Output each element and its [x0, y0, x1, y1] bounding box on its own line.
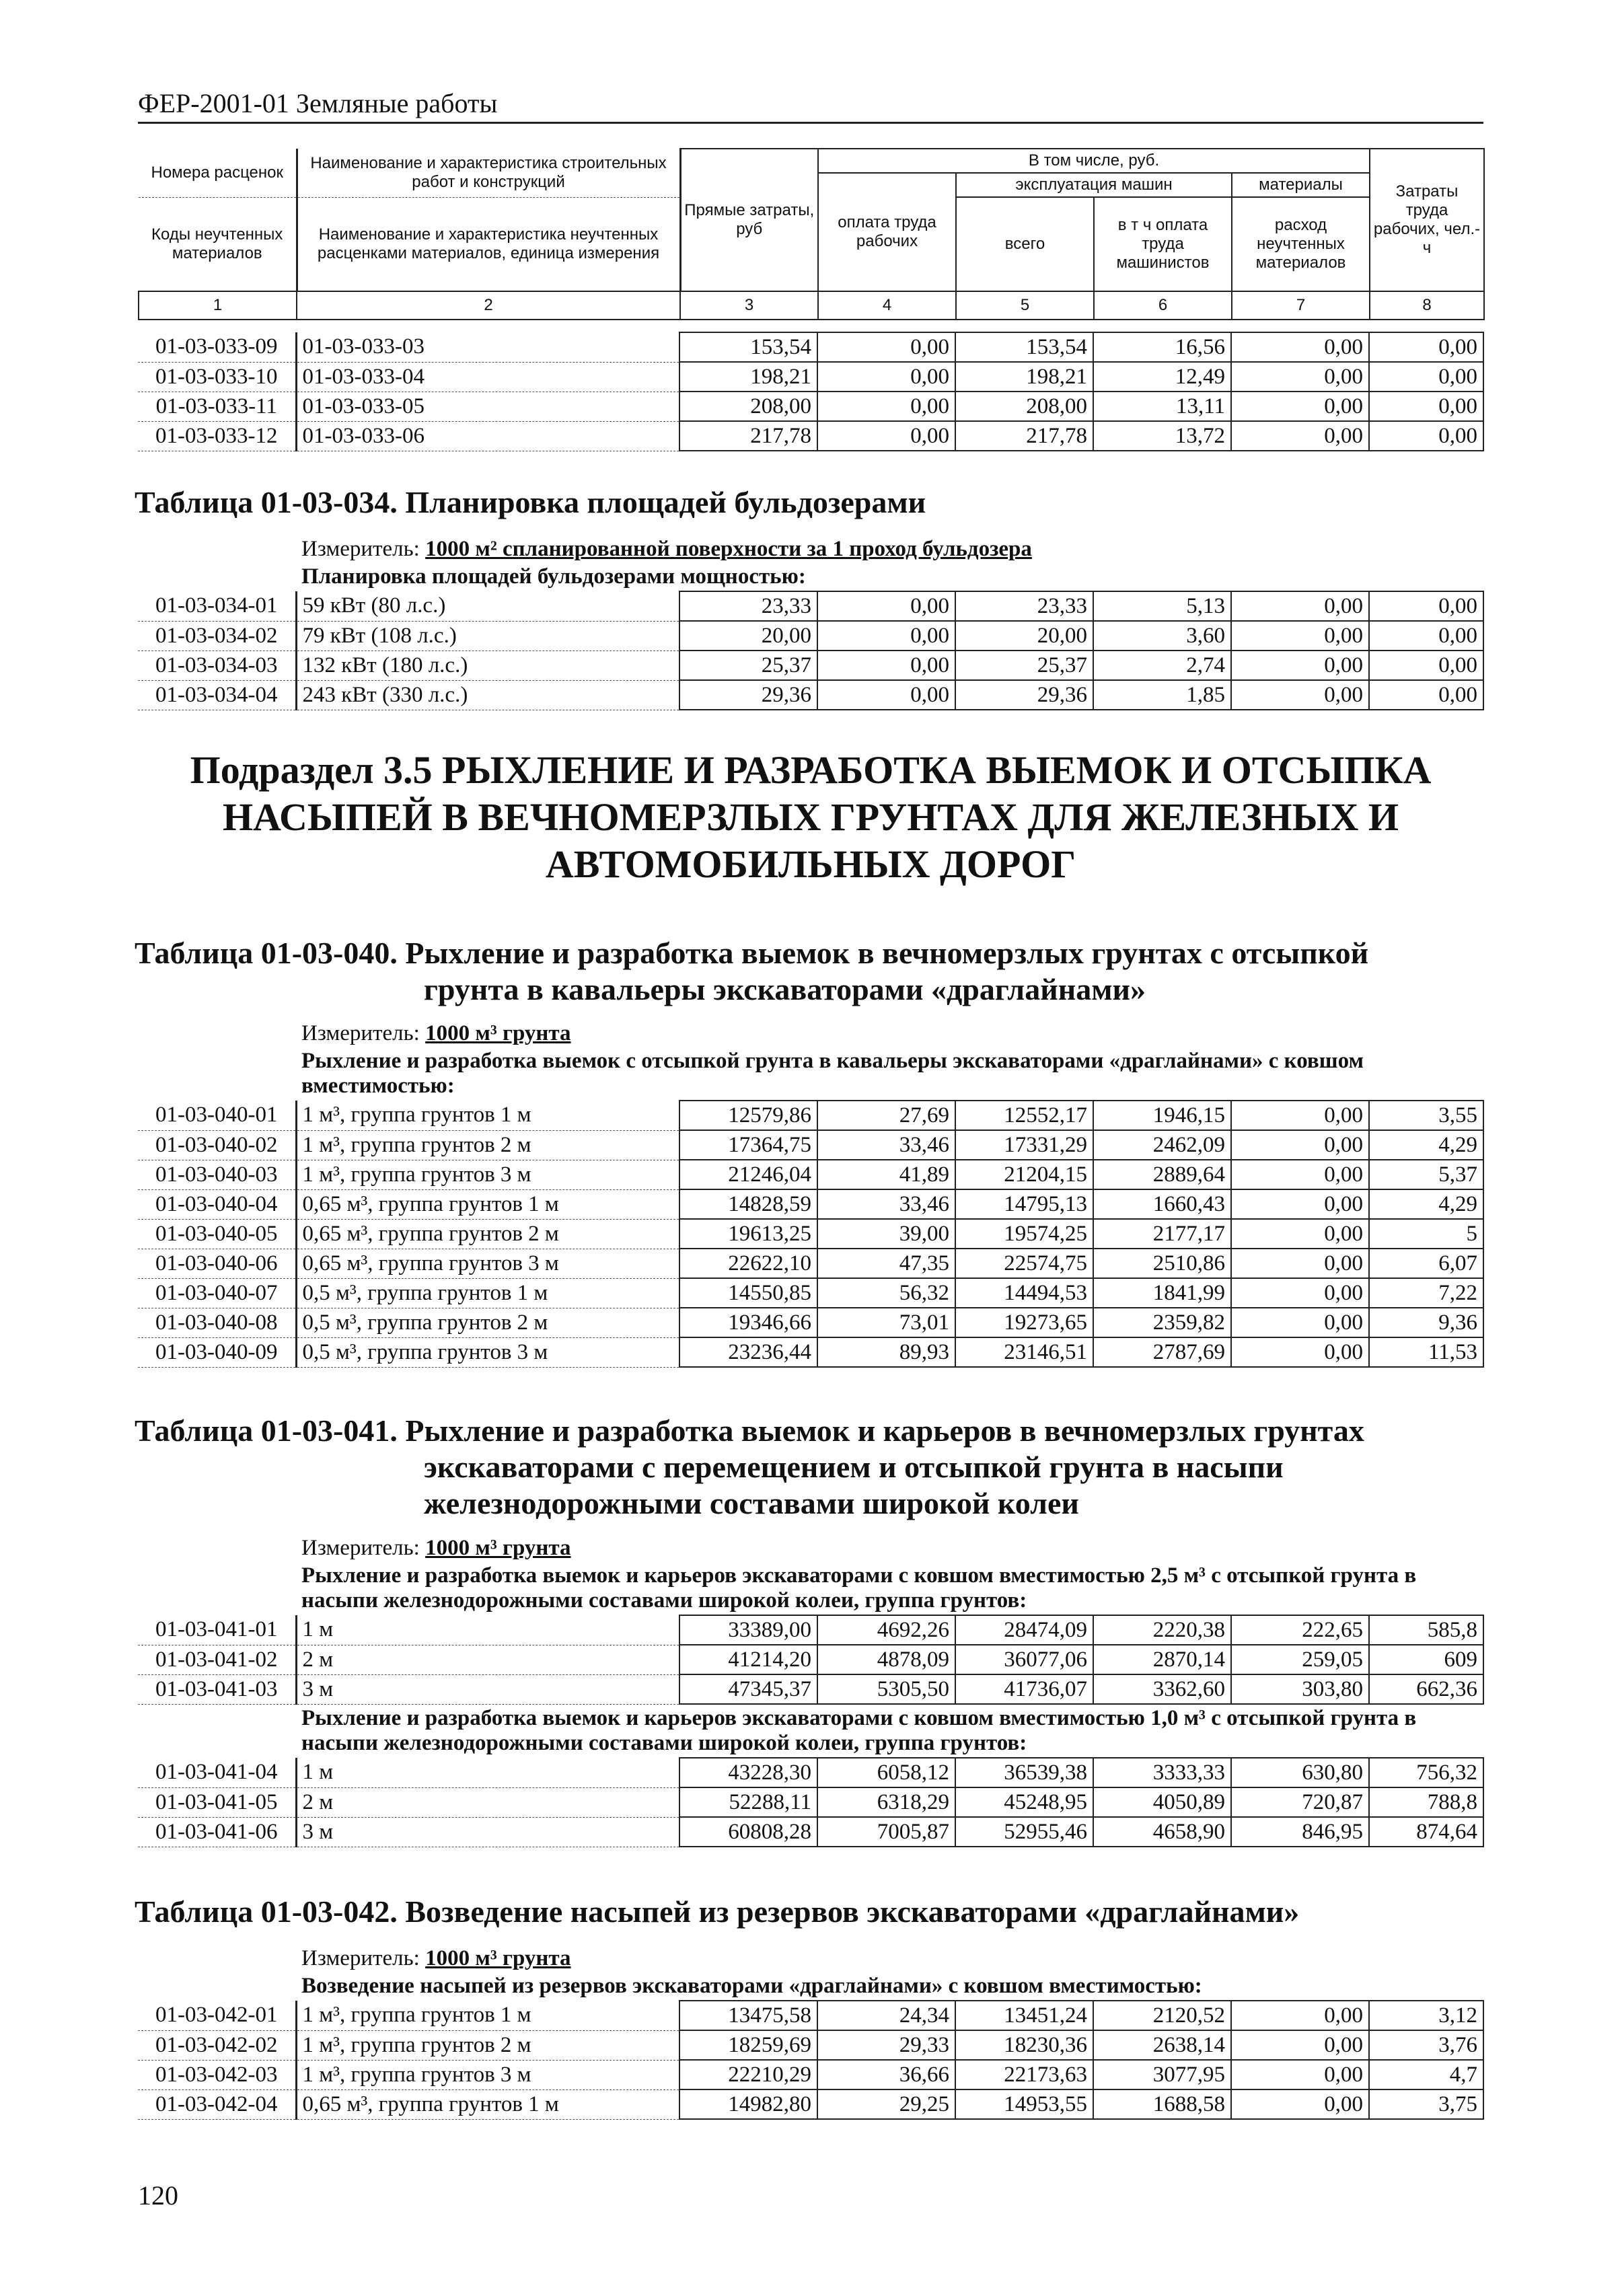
- cost-value: 198,21: [955, 362, 1093, 392]
- rate-code: 01-03-042-04: [138, 2089, 296, 2119]
- header-machine-operation: эксплуатация машин: [956, 173, 1232, 197]
- cost-value: 0,00: [1369, 392, 1483, 421]
- cost-value: 36,66: [817, 2060, 955, 2089]
- cost-value: 20,00: [679, 621, 817, 651]
- header-operators-pay: в т ч оплата труда машинистов: [1094, 197, 1232, 291]
- table-row: [138, 332, 1483, 362]
- header-col1-bottom: Коды неучтенных материалов: [139, 197, 297, 291]
- cost-value: 756,32: [1369, 1758, 1483, 1787]
- cost-value: 0,00: [1369, 332, 1483, 362]
- cost-value: 19574,25: [955, 1219, 1093, 1249]
- cost-value: 303,80: [1231, 1674, 1369, 1704]
- cost-value: 1660,43: [1093, 1189, 1231, 1219]
- cost-value: 25,37: [955, 651, 1093, 680]
- cost-value: 585,8: [1369, 1615, 1483, 1645]
- meter-value: 1000 м³ грунта: [425, 1535, 571, 1560]
- work-description: 01-03-033-03: [296, 332, 679, 362]
- cost-value: 14828,59: [679, 1189, 817, 1219]
- table-row: [138, 591, 1483, 621]
- meter-value: 1000 м³ грунта: [425, 1946, 571, 1970]
- rate-code: 01-03-033-12: [138, 421, 296, 451]
- cost-value: 13,11: [1093, 392, 1231, 421]
- header-number: 7: [1232, 291, 1370, 320]
- table-row: [138, 1645, 1483, 1674]
- table-041-title-line2: экскаваторами с перемещением и отсыпкой грунта в насыпи: [424, 1450, 1284, 1484]
- cost-value: 0,00: [817, 621, 955, 651]
- table-row: [138, 2001, 1483, 2030]
- work-description: 243 кВт (330 л.с.): [296, 680, 679, 710]
- work-description: 1 м³, группа грунтов 2 м: [296, 2030, 679, 2060]
- section-label: Подраздел 3.5: [190, 748, 433, 792]
- rate-code: 01-03-041-05: [138, 1787, 296, 1817]
- cost-value: 3,55: [1369, 1101, 1483, 1130]
- column-header: [138, 148, 1485, 320]
- table-row: [138, 1160, 1483, 1189]
- table-row: [138, 1130, 1483, 1160]
- cost-value: 14550,85: [679, 1278, 817, 1308]
- cost-value: 14494,53: [955, 1278, 1093, 1308]
- rate-code: 01-03-033-09: [138, 332, 296, 362]
- header-total: всего: [956, 197, 1094, 291]
- meter-value: 1000 м³ грунта: [425, 1021, 571, 1045]
- rate-code: 01-03-040-06: [138, 1249, 296, 1278]
- cost-value: 0,00: [1231, 1101, 1369, 1130]
- cost-value: 11,53: [1369, 1337, 1483, 1367]
- work-description: 0,5 м³, группа грунтов 1 м: [296, 1278, 679, 1308]
- cost-value: 0,00: [1231, 1337, 1369, 1367]
- cost-value: 22574,75: [955, 1249, 1093, 1278]
- cost-value: 208,00: [679, 392, 817, 421]
- work-description: 01-03-033-04: [296, 362, 679, 392]
- cost-value: 20,00: [955, 621, 1093, 651]
- work-description: 2 м: [296, 1645, 679, 1674]
- cost-value: 3,12: [1369, 2001, 1483, 2030]
- cost-value: 17331,29: [955, 1130, 1093, 1160]
- cost-value: 846,95: [1231, 1817, 1369, 1847]
- cost-value: 52955,46: [955, 1817, 1093, 1847]
- rate-code: 01-03-042-02: [138, 2030, 296, 2060]
- cost-value: 14982,80: [679, 2089, 817, 2119]
- rate-code: 01-03-041-04: [138, 1758, 296, 1787]
- cost-value: 29,33: [817, 2030, 955, 2060]
- cost-value: 2,74: [1093, 651, 1231, 680]
- rate-code: 01-03-040-04: [138, 1189, 296, 1219]
- cost-value: 0,00: [1231, 680, 1369, 710]
- work-description: 01-03-033-06: [296, 421, 679, 451]
- table-041-title-line3: железнодорожными составами широкой колеи: [424, 1486, 1079, 1520]
- header-number: 1: [139, 291, 297, 320]
- rate-code: 01-03-040-08: [138, 1308, 296, 1337]
- work-description: 3 м: [296, 1674, 679, 1704]
- cost-value: 720,87: [1231, 1787, 1369, 1817]
- table-041: [138, 1534, 1484, 1847]
- work-description: 79 кВт (108 л.с.): [296, 621, 679, 651]
- rate-code: 01-03-034-04: [138, 680, 296, 710]
- cost-value: 24,34: [817, 2001, 955, 2030]
- section-title-line3: АВТОМОБИЛЬНЫХ ДОРОГ: [545, 842, 1076, 886]
- cost-value: 89,93: [817, 1337, 955, 1367]
- work-description: 1 м: [296, 1615, 679, 1645]
- table-040-title-line1: Таблица 01-03-040. Рыхление и разработка выемок в вечномерзлых грунтах с отсыпкой: [135, 936, 1369, 970]
- rate-code: 01-03-033-10: [138, 362, 296, 392]
- header-labor-pay: оплата труда рабочих: [818, 173, 956, 291]
- table-042-title: Таблица 01-03-042. Возведение насыпей из резервов экскаваторами «драглайнами»: [135, 1894, 1300, 1929]
- rate-code: 01-03-034-03: [138, 651, 296, 680]
- cost-value: 19613,25: [679, 1219, 817, 1249]
- table-row: [138, 2030, 1483, 2060]
- meter-label: Измеритель:: [301, 1021, 420, 1045]
- table-row: [138, 1787, 1483, 1817]
- work-description: 3 м: [296, 1817, 679, 1847]
- cost-value: 73,01: [817, 1308, 955, 1337]
- cost-value: 12552,17: [955, 1101, 1093, 1130]
- cost-value: 4050,89: [1093, 1787, 1231, 1817]
- meter-label: Измеритель:: [301, 1535, 420, 1560]
- cost-value: 13475,58: [679, 2001, 817, 2030]
- work-description: 2 м: [296, 1787, 679, 1817]
- table-040-title: [135, 935, 1368, 1008]
- cost-value: 56,32: [817, 1278, 955, 1308]
- cost-value: 13451,24: [955, 2001, 1093, 2030]
- work-description: 1 м: [296, 1758, 679, 1787]
- table-040-title-line2: грунта в кавальеры экскаваторами «драглайнами»: [424, 972, 1146, 1006]
- table-row: [138, 1249, 1483, 1278]
- section-title-line2: НАСЫПЕЙ В ВЕЧНОМЕРЗЛЫХ ГРУНТАХ ДЛЯ ЖЕЛЕЗНЫХ И: [222, 795, 1399, 839]
- cost-value: 1,85: [1093, 680, 1231, 710]
- cost-value: 2638,14: [1093, 2030, 1231, 2060]
- table-041-subheading-b: Рыхление и разработка выемок и карьеров экскаваторами с ковшом вместимостью 1,0 м³ с отсыпкой грунта в насыпи железнодорожными составами широкой колеи, группа грунтов:: [301, 1706, 1417, 1755]
- cost-value: 217,78: [679, 421, 817, 451]
- cost-value: 22210,29: [679, 2060, 817, 2089]
- cost-value: 0,00: [1231, 1189, 1369, 1219]
- cost-value: 19273,65: [955, 1308, 1093, 1337]
- table-042-subheading: Возведение насыпей из резервов экскаваторами «драглайнами» с ковшом вместимостью:: [301, 1974, 1202, 1998]
- cost-value: 13,72: [1093, 421, 1231, 451]
- table-row: [138, 1615, 1483, 1645]
- rate-code: 01-03-040-07: [138, 1278, 296, 1308]
- header-number: 6: [1094, 291, 1232, 320]
- cost-value: 18230,36: [955, 2030, 1093, 2060]
- table-row: [138, 421, 1483, 451]
- work-description: 1 м³, группа грунтов 3 м: [296, 2060, 679, 2089]
- cost-value: 0,00: [1231, 1160, 1369, 1189]
- table-row: [138, 1674, 1483, 1704]
- work-description: 1 м³, группа грунтов 2 м: [296, 1130, 679, 1160]
- cost-value: 222,65: [1231, 1615, 1369, 1645]
- cost-value: 33,46: [817, 1130, 955, 1160]
- rate-code: 01-03-040-03: [138, 1160, 296, 1189]
- cost-value: 0,00: [1231, 421, 1369, 451]
- table-row: [138, 2089, 1483, 2119]
- table-row: [138, 1758, 1483, 1787]
- cost-value: 0,00: [817, 392, 955, 421]
- header-number: 2: [297, 291, 680, 320]
- cost-value: 19346,66: [679, 1308, 817, 1337]
- table-row: [138, 362, 1483, 392]
- cost-value: 18259,69: [679, 2030, 817, 2060]
- cost-value: 609: [1369, 1645, 1483, 1674]
- header-col2-top: Наименование и характеристика строительных работ и конструкций: [297, 149, 680, 197]
- rate-code: 01-03-041-02: [138, 1645, 296, 1674]
- cost-value: 29,25: [817, 2089, 955, 2119]
- page-number: 120: [138, 2180, 178, 2211]
- header-labor-costs: Затраты труда рабочих, чел.-ч: [1370, 149, 1484, 291]
- cost-value: 0,00: [817, 421, 955, 451]
- cost-value: 5305,50: [817, 1674, 955, 1704]
- cost-value: 2889,64: [1093, 1160, 1231, 1189]
- table-row: [138, 392, 1483, 421]
- cost-value: 6318,29: [817, 1787, 955, 1817]
- table-row: [138, 1817, 1483, 1847]
- meter-value: 1000 м² спланированной поверхности за 1 проход бульдозера: [425, 536, 1032, 561]
- cost-value: 0,00: [1231, 2001, 1369, 2030]
- cost-value: 208,00: [955, 392, 1093, 421]
- rate-code: 01-03-034-01: [138, 591, 296, 621]
- cost-value: 23236,44: [679, 1337, 817, 1367]
- cost-value: 2177,17: [1093, 1219, 1231, 1249]
- cost-value: 4,29: [1369, 1130, 1483, 1160]
- header-col2-bottom: Наименование и характеристика неучтенных расценками материалов, единица измерения: [297, 197, 680, 291]
- cost-value: 47345,37: [679, 1674, 817, 1704]
- cost-value: 33389,00: [679, 1615, 817, 1645]
- cost-value: 0,00: [1231, 392, 1369, 421]
- header-number: 8: [1370, 291, 1484, 320]
- meter-label: Измеритель:: [301, 1946, 420, 1970]
- cost-value: 16,56: [1093, 332, 1231, 362]
- rate-code: 01-03-033-11: [138, 392, 296, 421]
- rate-code: 01-03-040-09: [138, 1337, 296, 1367]
- table-041-subheading-a: Рыхление и разработка выемок и карьеров экскаваторами с ковшом вместимостью 2,5 м³ с отсыпкой грунта в насыпи железнодорожными составами широкой колеи, группа грунтов:: [301, 1563, 1417, 1613]
- cost-value: 2787,69: [1093, 1337, 1231, 1367]
- cost-value: 5: [1369, 1219, 1483, 1249]
- cost-value: 0,00: [1231, 2060, 1369, 2089]
- work-description: 0,5 м³, группа грунтов 3 м: [296, 1337, 679, 1367]
- cost-value: 36077,06: [955, 1645, 1093, 1674]
- cost-value: 0,00: [1369, 651, 1483, 680]
- cost-value: 4878,09: [817, 1645, 955, 1674]
- meter-label: Измеритель:: [301, 536, 420, 561]
- table-row: [138, 1308, 1483, 1337]
- cost-value: 0,00: [1369, 362, 1483, 392]
- cost-value: 3,76: [1369, 2030, 1483, 2060]
- cost-value: 45248,95: [955, 1787, 1093, 1817]
- cost-value: 0,00: [817, 651, 955, 680]
- table-041-title-line1: Таблица 01-03-041. Рыхление и разработка выемок и карьеров в вечномерзлых грунтах: [135, 1413, 1364, 1448]
- cost-value: 630,80: [1231, 1758, 1369, 1787]
- table-041-title: [135, 1413, 1364, 1522]
- header-direct-costs: Прямые затраты, руб: [680, 149, 818, 291]
- cost-value: 0,00: [1231, 1130, 1369, 1160]
- rate-code: 01-03-040-02: [138, 1130, 296, 1160]
- cost-value: 0,00: [817, 332, 955, 362]
- table-033: [138, 332, 1484, 451]
- cost-value: 153,54: [955, 332, 1093, 362]
- cost-value: 0,00: [1231, 651, 1369, 680]
- cost-value: 0,00: [1231, 362, 1369, 392]
- cost-value: 21204,15: [955, 1160, 1093, 1189]
- cost-value: 0,00: [817, 591, 955, 621]
- cost-value: 0,00: [1231, 1219, 1369, 1249]
- cost-value: 0,00: [1231, 1278, 1369, 1308]
- table-row: [138, 651, 1483, 680]
- cost-value: 1946,15: [1093, 1101, 1231, 1130]
- table-034: [138, 535, 1484, 710]
- cost-value: 23146,51: [955, 1337, 1093, 1367]
- cost-value: 41736,07: [955, 1674, 1093, 1704]
- cost-value: 874,64: [1369, 1817, 1483, 1847]
- table-040-subheading: Рыхление и разработка выемок с отсыпкой грунта в кавальеры экскаваторами «драглайнами» с ковшом вместимостью:: [301, 1049, 1364, 1098]
- rate-code: 01-03-041-06: [138, 1817, 296, 1847]
- cost-value: 2870,14: [1093, 1645, 1231, 1674]
- cost-value: 3362,60: [1093, 1674, 1231, 1704]
- cost-value: 23,33: [679, 591, 817, 621]
- cost-value: 21246,04: [679, 1160, 817, 1189]
- cost-value: 14953,55: [955, 2089, 1093, 2119]
- work-description: 0,5 м³, группа грунтов 2 м: [296, 1308, 679, 1337]
- cost-value: 0,00: [1369, 621, 1483, 651]
- work-description: 1 м³, группа грунтов 1 м: [296, 1101, 679, 1130]
- cost-value: 9,36: [1369, 1308, 1483, 1337]
- cost-value: 29,36: [955, 680, 1093, 710]
- cost-value: 3,75: [1369, 2089, 1483, 2119]
- cost-value: 17364,75: [679, 1130, 817, 1160]
- cost-value: 23,33: [955, 591, 1093, 621]
- rate-code: 01-03-041-01: [138, 1615, 296, 1645]
- cost-value: 0,00: [1231, 2030, 1369, 2060]
- cost-value: 7005,87: [817, 1817, 955, 1847]
- cost-value: 3333,33: [1093, 1758, 1231, 1787]
- cost-value: 28474,09: [955, 1615, 1093, 1645]
- cost-value: 0,00: [1369, 591, 1483, 621]
- table-row: [138, 2060, 1483, 2089]
- cost-value: 0,00: [817, 680, 955, 710]
- cost-value: 2510,86: [1093, 1249, 1231, 1278]
- cost-value: 788,8: [1369, 1787, 1483, 1817]
- header-number: 3: [680, 291, 818, 320]
- header-number: 4: [818, 291, 956, 320]
- cost-value: 3,60: [1093, 621, 1231, 651]
- table-040: [138, 1019, 1484, 1368]
- header-col1-top: Номера расценок: [139, 149, 297, 197]
- work-description: 0,65 м³, группа грунтов 2 м: [296, 1219, 679, 1249]
- cost-value: 12,49: [1093, 362, 1231, 392]
- table-034-subheading: Планировка площадей бульдозерами мощностью:: [301, 564, 806, 589]
- cost-value: 4,29: [1369, 1189, 1483, 1219]
- work-description: 59 кВт (80 л.с.): [296, 591, 679, 621]
- cost-value: 60808,28: [679, 1817, 817, 1847]
- cost-value: 43228,30: [679, 1758, 817, 1787]
- cost-value: 22622,10: [679, 1249, 817, 1278]
- cost-value: 41214,20: [679, 1645, 817, 1674]
- rate-code: 01-03-041-03: [138, 1674, 296, 1704]
- rate-code: 01-03-042-03: [138, 2060, 296, 2089]
- cost-value: 0,00: [1369, 680, 1483, 710]
- cost-value: 33,46: [817, 1189, 955, 1219]
- cost-value: 6058,12: [817, 1758, 955, 1787]
- work-description: 1 м³, группа грунтов 3 м: [296, 1160, 679, 1189]
- table-034-title: Таблица 01-03-034. Планировка площадей бульдозерами: [135, 485, 926, 519]
- cost-value: 6,07: [1369, 1249, 1483, 1278]
- cost-value: 0,00: [1231, 2089, 1369, 2119]
- header-unaccounted-materials: расход неучтенных материалов: [1232, 197, 1370, 291]
- cost-value: 0,00: [1231, 1249, 1369, 1278]
- header-number: 5: [956, 291, 1094, 320]
- table-042: [138, 1944, 1484, 2120]
- cost-value: 153,54: [679, 332, 817, 362]
- cost-value: 22173,63: [955, 2060, 1093, 2089]
- work-description: 01-03-033-05: [296, 392, 679, 421]
- work-description: 1 м³, группа грунтов 1 м: [296, 2001, 679, 2030]
- cost-value: 47,35: [817, 1249, 955, 1278]
- cost-value: 2462,09: [1093, 1130, 1231, 1160]
- cost-value: 4692,26: [817, 1615, 955, 1645]
- table-row: [138, 621, 1483, 651]
- table-row: [138, 1337, 1483, 1367]
- header-including: В том числе, руб.: [818, 149, 1370, 173]
- cost-value: 0,00: [1231, 621, 1369, 651]
- section-heading: [138, 747, 1483, 888]
- rate-code: 01-03-034-02: [138, 621, 296, 651]
- rate-code: 01-03-040-05: [138, 1219, 296, 1249]
- cost-value: 198,21: [679, 362, 817, 392]
- cost-value: 1841,99: [1093, 1278, 1231, 1308]
- running-head: ФЕР-2001-01 Земляные работы: [138, 87, 1483, 124]
- cost-value: 5,13: [1093, 591, 1231, 621]
- cost-value: 0,00: [1369, 421, 1483, 451]
- work-description: 132 кВт (180 л.с.): [296, 651, 679, 680]
- cost-value: 7,22: [1369, 1278, 1483, 1308]
- table-row: [138, 1278, 1483, 1308]
- cost-value: 0,00: [1231, 332, 1369, 362]
- cost-value: 1688,58: [1093, 2089, 1231, 2119]
- cost-value: 39,00: [817, 1219, 955, 1249]
- cost-value: 2220,38: [1093, 1615, 1231, 1645]
- cost-value: 36539,38: [955, 1758, 1093, 1787]
- cost-value: 29,36: [679, 680, 817, 710]
- cost-value: 2359,82: [1093, 1308, 1231, 1337]
- work-description: 0,65 м³, группа грунтов 1 м: [296, 2089, 679, 2119]
- table-row: [138, 1189, 1483, 1219]
- rate-code: 01-03-042-01: [138, 2001, 296, 2030]
- cost-value: 217,78: [955, 421, 1093, 451]
- header-materials: материалы: [1232, 173, 1370, 197]
- cost-value: 27,69: [817, 1101, 955, 1130]
- cost-value: 662,36: [1369, 1674, 1483, 1704]
- section-title-line1: РЫХЛЕНИЕ И РАЗРАБОТКА ВЫЕМОК И ОТСЫПКА: [442, 748, 1432, 792]
- cost-value: 3077,95: [1093, 2060, 1231, 2089]
- cost-value: 2120,52: [1093, 2001, 1231, 2030]
- cost-value: 41,89: [817, 1160, 955, 1189]
- cost-value: 52288,11: [679, 1787, 817, 1817]
- cost-value: 0,00: [1231, 1308, 1369, 1337]
- cost-value: 5,37: [1369, 1160, 1483, 1189]
- rate-code: 01-03-040-01: [138, 1101, 296, 1130]
- cost-value: 0,00: [1231, 591, 1369, 621]
- cost-value: 14795,13: [955, 1189, 1093, 1219]
- cost-value: 4,7: [1369, 2060, 1483, 2089]
- cost-value: 0,00: [817, 362, 955, 392]
- work-description: 0,65 м³, группа грунтов 1 м: [296, 1189, 679, 1219]
- cost-value: 12579,86: [679, 1101, 817, 1130]
- table-row: [138, 1219, 1483, 1249]
- work-description: 0,65 м³, группа грунтов 3 м: [296, 1249, 679, 1278]
- cost-value: 4658,90: [1093, 1817, 1231, 1847]
- cost-value: 25,37: [679, 651, 817, 680]
- table-row: [138, 680, 1483, 710]
- table-row: [138, 1101, 1483, 1130]
- cost-value: 259,05: [1231, 1645, 1369, 1674]
